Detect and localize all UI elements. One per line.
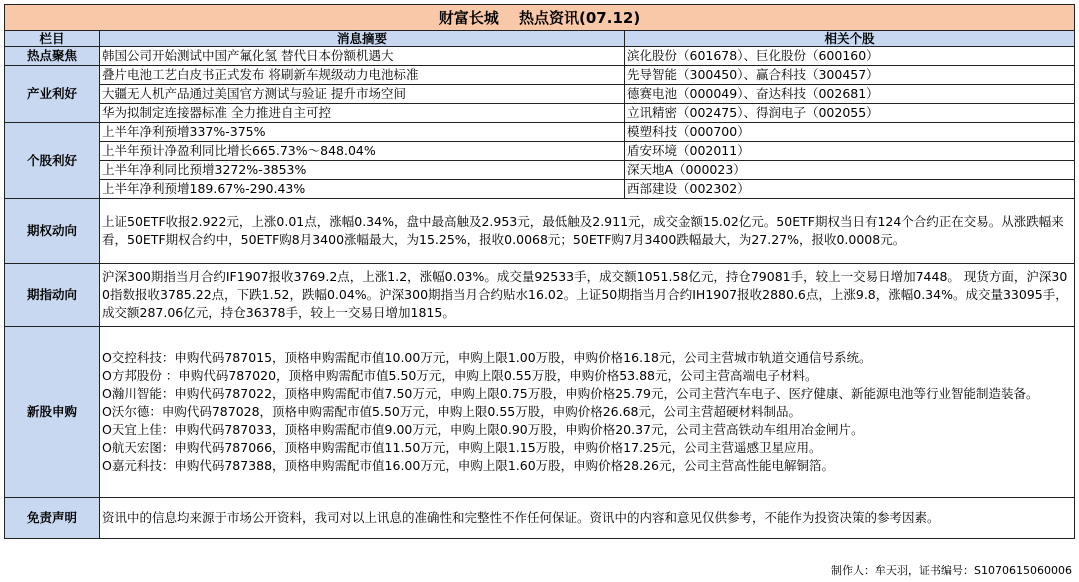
ipo-item: O交控科技：申购代码787015，顶格申购需配市值10.00万元，申购上限1.00万股，申购价格16.18元，公司主营城市轨道交通信号系统。 xyxy=(102,350,872,365)
stock-good-row xyxy=(5,180,1075,199)
header-summary: 消息摘要 xyxy=(100,31,625,47)
ipo-item: O航天宏图：申购代码787066，顶格申购需配市值11.50万元，申购上限1.15万股，申购价格17.25元，公司主营遥感卫星应用。 xyxy=(102,440,822,455)
stock-good-row xyxy=(5,142,1075,161)
category-industry: 产业利好 xyxy=(5,66,100,123)
industry-row xyxy=(5,66,1075,85)
stock-good-stock: 深天地A（000023） xyxy=(625,161,1075,180)
options-row xyxy=(5,199,1075,264)
ipo-item: O沃尔德：申购代码787028，顶格申购需配市值5.50万元，申购上限0.55万股，申购价格26.68元，公司主营超硬材料制品。 xyxy=(102,404,802,419)
industry-row xyxy=(5,85,1075,104)
industry-message: 叠片电池工艺白皮书正式发布 将刷新车规级动力电池标准 xyxy=(100,66,625,85)
stock-good-message: 上半年净利预增189.67%-290.43% xyxy=(100,180,625,199)
ipo-item: O嘉元科技：申购代码787388，顶格申购需配市值16.00万元，申购上限1.60万股，申购价格28.26元，公司主营高性能电解铜箔。 xyxy=(102,458,834,473)
hotspot-message: 韩国公司开始测试中国产氟化氢 替代日本份额机遇大 xyxy=(100,47,625,66)
hotspot-row xyxy=(5,47,1075,66)
stock-good-stock: 模塑科技（000700） xyxy=(625,123,1075,142)
ipo-list xyxy=(100,327,1075,498)
industry-stocks: 先导智能（300450）、赢合科技（300457） xyxy=(625,66,1075,85)
industry-message: 华为拟制定连接器标准 全力推进自主可控 xyxy=(100,104,625,123)
industry-stocks: 德赛电池（000049）、奋达科技（002681） xyxy=(625,85,1075,104)
category-disclaimer: 免责声明 xyxy=(5,498,100,539)
ipo-item: O瀚川智能：申购代码787022，顶格申购需配市值7.50万元，申购上限0.75万股，申购价格25.79元，公司主营汽车电子、医疗健康、新能源电池等行业智能制造装备。 xyxy=(102,386,1039,401)
futures-row xyxy=(5,264,1075,327)
stock-good-message: 上半年净利同比预增3272%-3853% xyxy=(100,161,625,180)
category-ipo: 新股申购 xyxy=(5,327,100,498)
stock-good-message: 上半年净利预增337%-375% xyxy=(100,123,625,142)
stock-good-stock: 西部建设（002302） xyxy=(625,180,1075,199)
ipo-item: O天宜上佳：申购代码787033，顶格申购需配市值9.00万元，申购上限0.90万股，申购价格20.37元，公司主营高铁动车组用冶金闸片。 xyxy=(102,422,864,437)
disclaimer-row xyxy=(5,498,1075,539)
options-text: 上证50ETF收报2.922元，上涨0.01点，涨幅0.34%，盘中最高触及2.953元，最低触及2.911元，成交金额15.02亿元。50ETF期权当日有124个合约正在交易。从涨跌幅来看，50ETF期权合约中，50ETF购8月3400涨幅最大，为15.25%，报收0.0068元；50ETF购7月3400跌幅最大，为27.27%，报收0.0008元。 xyxy=(100,199,1075,264)
stock-good-stock: 盾安环境（002011） xyxy=(625,142,1075,161)
report-title: 财富长城 热点资讯(07.12) xyxy=(5,5,1075,31)
stock-good-message: 上半年预计净盈利同比增长665.73%～848.04% xyxy=(100,142,625,161)
header-column: 栏目 xyxy=(5,31,100,47)
industry-stocks: 立讯精密（002475）、得润电子（002055） xyxy=(625,104,1075,123)
hotspot-stocks: 滨化股份（601678）、巨化股份（600160） xyxy=(625,47,1075,66)
industry-message: 大疆无人机产品通过美国官方测试与验证 提升市场空间 xyxy=(100,85,625,104)
ipo-item: O方邦股份 ：申购代码787020，顶格申购需配市值5.50万元，申购上限0.55万股，申购价格53.88元，公司主营高端电子材料。 xyxy=(102,368,818,383)
ipo-row xyxy=(5,327,1075,498)
footer-credit: 制作人：牟天羽，证书编号：S1070615060006 xyxy=(831,564,1072,577)
report-table xyxy=(4,4,1075,539)
category-options: 期权动向 xyxy=(5,199,100,264)
stock-good-row xyxy=(5,123,1075,142)
header-stocks: 相关个股 xyxy=(625,31,1075,47)
futures-text: 沪深300期指当月合约IF1907报收3769.2点，上涨1.2，涨幅0.03%。成交量92533手，成交额1051.58亿元，持仓79081手，较上一交易日增加7448。 现货方面，沪深300指数报收3785.22点，下跌1.52，跌幅0.04%。沪深300期指当月合约贴水16.02。上证50期指当月合约IH1907报收2880.6点，上涨9.8，涨幅0.34%。成交量33095手，成交额287.06亿元，持仓36378手，较上一交易日增加1815。 xyxy=(100,264,1075,327)
disclaimer-text: 资讯中的信息均来源于市场公开资料，我司对以上讯息的准确性和完整性不作任何保证。资讯中的内容和意见仅供参考，不能作为投资决策的参考因素。 xyxy=(100,498,1075,539)
stock-good-row xyxy=(5,161,1075,180)
category-stock-good: 个股利好 xyxy=(5,123,100,199)
category-futures: 期指动向 xyxy=(5,264,100,327)
category-hotspot: 热点聚焦 xyxy=(5,47,100,66)
industry-row xyxy=(5,104,1075,123)
report-sheet xyxy=(4,4,1074,539)
